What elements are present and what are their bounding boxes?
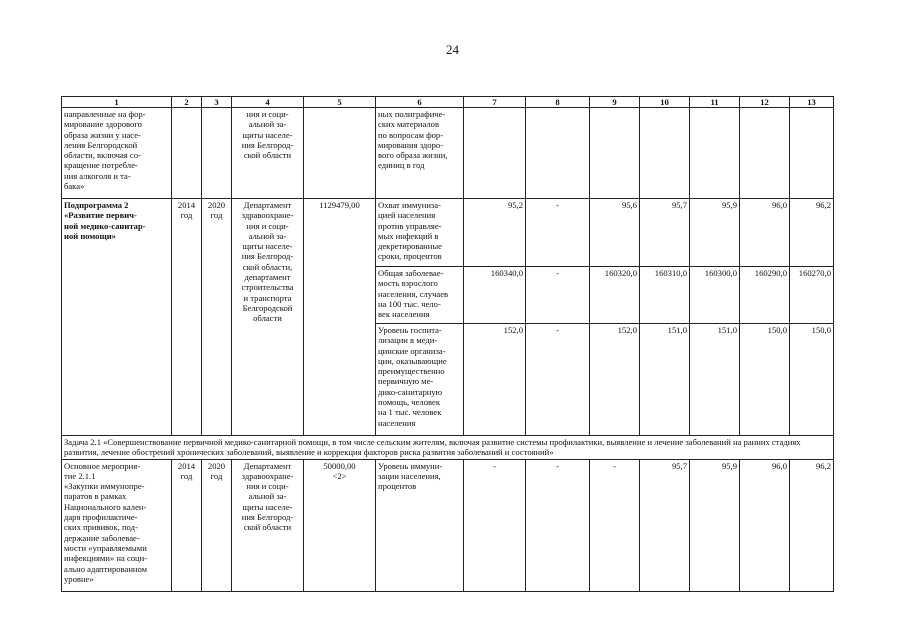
- program-table: [61, 96, 834, 592]
- continued-executor-cell: ния и соци- альной за- щиты населе- ния Белгород- ской области: [232, 108, 304, 199]
- value-cell: -: [590, 459, 640, 591]
- value-cell: 95,7: [640, 199, 690, 267]
- value-cell: -: [526, 199, 590, 267]
- funding-cell: 50000,00 <2>: [304, 459, 376, 591]
- value-cell: -: [526, 267, 590, 324]
- indicator-name-cell: Уровень госпита- лизации в меди- цинские организа- ции, оказывающие преимущественно первичную ме- дико-санитарную помощь, человек на 1 тыс. человек населения: [376, 324, 464, 436]
- task-row: [62, 436, 834, 460]
- empty-cell: [526, 108, 590, 199]
- executor-cell: Департамент здравоохране- ния и соци- альной за- щиты населе- ния Белгород- ской области, департамент строительства и транспорта Белгородской области: [232, 199, 304, 436]
- value-cell: 95,2: [464, 199, 526, 267]
- col-number-cell: 9: [590, 97, 640, 108]
- value-cell: -: [464, 459, 526, 591]
- empty-cell: [304, 108, 376, 199]
- value-cell: 160290,0: [740, 267, 790, 324]
- column-number-row: [62, 97, 834, 108]
- value-cell: 95,9: [690, 199, 740, 267]
- value-cell: 95,6: [590, 199, 640, 267]
- value-cell: 152,0: [590, 324, 640, 436]
- value-cell: 150,0: [740, 324, 790, 436]
- value-cell: 96,0: [740, 199, 790, 267]
- col-number-cell: 8: [526, 97, 590, 108]
- col-number-cell: 2: [172, 97, 202, 108]
- value-cell: -: [526, 459, 590, 591]
- value-cell: 160270,0: [790, 267, 834, 324]
- end-year-cell: 2020 год: [202, 459, 232, 591]
- value-cell: 151,0: [690, 324, 740, 436]
- col-number-cell: 3: [202, 97, 232, 108]
- value-cell: 160340,0: [464, 267, 526, 324]
- value-cell: 96,0: [740, 459, 790, 591]
- value-cell: 160320,0: [590, 267, 640, 324]
- col-number-cell: 7: [464, 97, 526, 108]
- empty-cell: [202, 108, 232, 199]
- value-cell: 96,2: [790, 199, 834, 267]
- funding-cell: 1129479,00: [304, 199, 376, 436]
- indicator-name-cell: Общая заболевае- мость взрослого населения, случаев на 100 тыс. чело- век населения: [376, 267, 464, 324]
- empty-cell: [590, 108, 640, 199]
- empty-cell: [740, 108, 790, 199]
- col-number-cell: 6: [376, 97, 464, 108]
- empty-cell: [640, 108, 690, 199]
- executor-cell: Департамент здравоохране- ния и соци- альной за- щиты населе- ния Белгород- ской области: [232, 459, 304, 591]
- end-year-cell: 2020 год: [202, 199, 232, 436]
- value-cell: 95,7: [640, 459, 690, 591]
- continued-row: [62, 108, 834, 199]
- start-year-cell: 2014 год: [172, 459, 202, 591]
- empty-cell: [464, 108, 526, 199]
- event-title-cell: Основное мероприя- тие 2.1.1 «Закупки иммунопре- паратов в рамках Национального кален- даря профилактиче- ских прививок, под- держание заболевае- мости «управляемыми инфекциями» на соци- ально адаптированном уровне»: [62, 459, 172, 591]
- col-number-cell: 4: [232, 97, 304, 108]
- col-number-cell: 11: [690, 97, 740, 108]
- value-cell: 150,0: [790, 324, 834, 436]
- indicator-name-cell: Охват иммуниза- цией населения против управляе- мых инфекций в декретированные сроки, процентов: [376, 199, 464, 267]
- empty-cell: [690, 108, 740, 199]
- value-cell: -: [526, 324, 590, 436]
- continued-measure-cell: направленные на фор- мирование здорового образа жизни у насе- ления Белгородской области, включая со- кращение потребле- ния алкоголя и та- бака»: [62, 108, 172, 199]
- start-year-cell: 2014 год: [172, 199, 202, 436]
- value-cell: 96,2: [790, 459, 834, 591]
- continued-indicator-cell: ных полиграфиче- ских материалов по вопросам фор- мирования здоро- вого образа жизни, единиц в год: [376, 108, 464, 199]
- col-number-cell: 13: [790, 97, 834, 108]
- indicator-name-cell: Уровень иммуни- зации населения, процентов: [376, 459, 464, 591]
- task-text-cell: Задача 2.1 «Совершенствование первичной медико-санитарной помощи, в том числе сельским жителям, включая развитие системы профилактики, выявление и лечение заболеваний на ранних стадиях развития, лечение обострений хронических заболеваний, выявление и коррекция факторов риска развития заболеваний и состояний»: [62, 436, 834, 460]
- value-cell: 151,0: [640, 324, 690, 436]
- value-cell: 160300,0: [690, 267, 740, 324]
- col-number-cell: 12: [740, 97, 790, 108]
- col-number-cell: 5: [304, 97, 376, 108]
- col-number-cell: 10: [640, 97, 690, 108]
- value-cell: 152,0: [464, 324, 526, 436]
- subprogram-title-cell: Подпрограмма 2 «Развитие первич- ной медико-санитар- ной помощи»: [62, 199, 172, 436]
- value-cell: 160310,0: [640, 267, 690, 324]
- col-number-cell: 1: [62, 97, 172, 108]
- page-number: 24: [446, 42, 459, 57]
- event-row: [62, 459, 834, 591]
- empty-cell: [790, 108, 834, 199]
- value-cell: 95,9: [690, 459, 740, 591]
- subprogram-row: [62, 199, 834, 267]
- empty-cell: [172, 108, 202, 199]
